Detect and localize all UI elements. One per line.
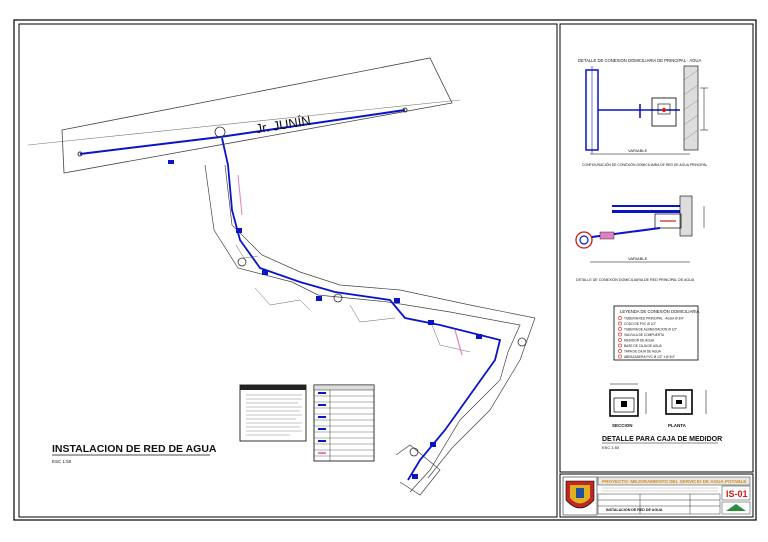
- legend-item: ABRAZADERA PVC Ø 1/2" x Ø 3/4": [624, 355, 675, 359]
- legend-item: CODO DE PVC Ø 1/2": [624, 322, 657, 326]
- site-plan: [28, 58, 535, 495]
- detail-top-title: DETALLE DE CONEXION DOMICILIARIA DE PRINCIPAL - AGUA: [578, 58, 702, 63]
- street-outline: [62, 58, 452, 173]
- plan-name: INSTALACION DE RED DE AGUA: [606, 508, 663, 512]
- plan-title: INSTALACION DE RED DE AGUA: [52, 443, 217, 455]
- meter-box-title: DETALLE PARA CAJA DE MEDIDOR: [602, 436, 723, 443]
- section-label: SECCION: [612, 423, 633, 428]
- connection-detail-middle: [576, 196, 704, 282]
- notes-table: [240, 385, 306, 441]
- legend-title: LEYENDA DE CONEXIÓN DOMICILIARIA: [620, 309, 700, 314]
- legend-item: MEDIDOR DE AGUA: [624, 338, 655, 343]
- legend-item: BASE DE CAJA DE AGUA: [624, 344, 662, 348]
- title-block: [563, 477, 750, 515]
- sheet-code: IS-01: [726, 489, 748, 499]
- connection-legend: [614, 306, 700, 360]
- variable-label-top: VARIABLE: [628, 148, 648, 153]
- plan-scale: ESC 1:50: [52, 459, 72, 464]
- detail-top-caption: CONFIGURACIÓN DE CONEXIÓN DOMICILIARIA DE RED DE AGUA PRINCIPAL: [582, 163, 708, 167]
- pipe-legend-table: [314, 385, 374, 461]
- detail-mid-caption: DETALLE DE CONEXIÓN DOMICILIARIA DE RED PRINCIPAL DE AGUA: [576, 278, 695, 282]
- legend-item: TUBERIA DE ALIMENTACION Ø 1/2": [624, 327, 678, 332]
- variable-label-mid: VARIABLE: [628, 256, 648, 261]
- legend-item: VALVULA DE COMPUERTA: [624, 333, 664, 337]
- legend-item: TAPA DE CAJA DE AGUA: [624, 349, 661, 354]
- project-line: PROYECTO: MEJORAMIENTO DEL SERVICIO DE AGUA POTABLE: [602, 479, 747, 484]
- detail-frame: [560, 24, 753, 472]
- legend-item: TUBERIA RED PRINCIPAL - AGUA Ø 3/4": [624, 316, 684, 321]
- plan-view-label: PLANTA: [668, 423, 686, 428]
- meter-box-scale: ESC 1:50: [602, 445, 620, 450]
- street-name: Jr. JUNÍN: [254, 112, 312, 137]
- connection-detail-top: [578, 58, 708, 167]
- meter-box-detail: [602, 384, 722, 450]
